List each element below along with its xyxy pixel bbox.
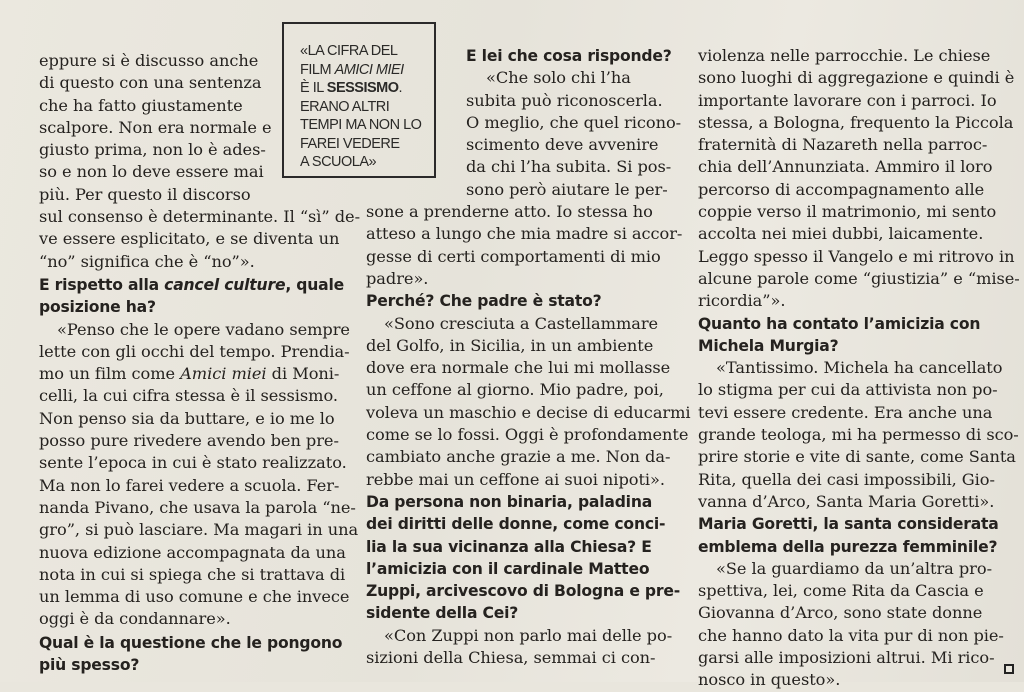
text-line: scimento deve avvenire: [466, 135, 659, 155]
text-line: vanna d’Arco, Santa Maria Goretti».: [698, 491, 995, 511]
text-line: più. Per questo il discorso: [39, 184, 251, 204]
text-line: sente l’epoca in cui è stato realizzato.: [39, 453, 347, 473]
text-line: «Che solo chi l’ha: [486, 68, 631, 88]
text-line: voleva un maschio e decise di educarmi: [366, 402, 691, 422]
pull-quote-text: .: [398, 80, 403, 96]
text-line: coppie verso il matrimonio, mi sento: [698, 202, 997, 222]
text-line: sono luoghi di aggregazione e quindi è: [698, 68, 1015, 88]
text-line: come se lo fossi. Oggi è profondamente: [366, 425, 689, 445]
paragraph: [366, 625, 684, 670]
article-column-2: [366, 45, 691, 669]
interview-question: [698, 513, 1016, 558]
text-line: posso pure rivedere avendo ben pre-: [39, 431, 339, 451]
text-line: giusto prima, non lo è ades-: [39, 140, 266, 160]
text-line: so e non lo deve essere mai: [39, 162, 264, 182]
interview-question: [366, 290, 684, 312]
text-line: sul consenso è determinante. Il “sì” de-: [39, 207, 361, 227]
text-line: «Con Zuppi non parlo mai delle po-: [384, 625, 673, 645]
pull-quote-text: FILM: [300, 61, 335, 78]
end-of-article-mark: [1004, 664, 1014, 674]
text-line: gesse di certi comportamenti di mio: [366, 246, 661, 266]
paragraph: [366, 67, 684, 290]
film-title: Amici miei: [180, 364, 267, 384]
text-line: prire storie e vite di sante, come Santa: [698, 447, 1016, 467]
question-text: E lei che cosa risponde?: [466, 47, 672, 65]
text-line: Leggo spesso il Vangelo e mi ritrovo in: [698, 246, 1015, 266]
pull-quote-text: TEMPI MA NON LO: [300, 117, 422, 133]
paragraph: [698, 558, 1016, 692]
interview-question: [698, 313, 1016, 358]
text-line: “no” significa che è “no”».: [39, 251, 255, 271]
pull-quote-text: AMICI MIEI: [334, 61, 404, 78]
text-line: tevi essere credente. Era anche una: [698, 402, 993, 422]
text-line: nuova edizione accompagnata da una: [39, 542, 346, 562]
text-line: Ma non lo farei vedere a scuola. Fer-: [39, 475, 340, 495]
text-line: di questo con una sentenza: [39, 73, 262, 93]
text-line: «Se la guardiamo da un’altra pro-: [716, 558, 992, 578]
text-line: spettiva, lei, come Rita da Cascia e: [698, 581, 984, 601]
interview-question: [39, 274, 345, 319]
text-line: nanda Pivano, che usava la parola “ne-: [39, 497, 356, 517]
text-line: accolta nei miei dubbi, laicamente.: [698, 224, 984, 244]
text-line: lo stigma per cui da attivista non po-: [698, 380, 998, 400]
text-line: padre».: [366, 268, 429, 288]
text-line: che hanno dato la vita pur di non pie-: [698, 625, 1004, 645]
pull-quote-text: ERANO ALTRI: [300, 98, 390, 115]
text-line: Rita, quella dei casi impossibili, Gio-: [698, 469, 995, 489]
text-line: grande teologa, mi ha permesso di sco-: [698, 425, 1019, 445]
paragraph: [698, 45, 1020, 313]
interview-question: [39, 632, 343, 677]
question-text: , quale: [285, 275, 345, 294]
text-line: garsi alle imposizioni altrui. Mi rico-: [698, 648, 995, 668]
pull-quote-text: «LA CIFRA DEL: [300, 43, 398, 59]
text-line: Perché? Che padre è stato?: [366, 292, 602, 311]
interview-question: [366, 491, 684, 625]
pull-quote-text: A SCUOLA»: [300, 154, 377, 170]
text-line: sone a prenderne atto. Io stessa ho: [366, 202, 653, 222]
text-line: rebbe mai un ceffone ai suoi nipoti».: [366, 469, 665, 489]
text-line: ricordia”».: [698, 291, 786, 311]
text-line: subita può riconoscerla.: [466, 90, 663, 110]
text-line: «Sono cresciuta a Castellammare: [384, 313, 659, 333]
paragraph: [366, 313, 691, 491]
text-line: Maria Goretti, la santa considerata: [698, 515, 999, 534]
text-line: l’amicizia con il cardinale Matteo: [366, 559, 650, 578]
text-line: gro”, si può lasciare. Ma magari in una: [39, 520, 359, 540]
text-line: sizioni della Chiesa, semmai ci con-: [366, 648, 656, 668]
text-line: ve essere esplicitato, e se diventa un: [39, 229, 340, 249]
text-line: sidente della Cei?: [366, 604, 519, 623]
text-line: Zuppi, arcivescovo di Bologna e pre-: [366, 582, 681, 601]
interview-question: [466, 45, 684, 67]
text-line: Quanto ha contato l’amicizia con: [698, 314, 981, 333]
text-line: violenza nelle parrocchie. Le chiese: [698, 46, 991, 65]
text-line: più spesso?: [39, 656, 140, 675]
text-line: emblema della purezza femminile?: [698, 537, 998, 556]
text-line: «Tantissimo. Michela ha cancellato: [716, 358, 1003, 378]
text-line: chia dell’Annunziata. Ammiro il loro: [698, 157, 993, 177]
text-line: eppure si è discusso anche: [39, 51, 259, 70]
text-line: Qual è la questione che le pongono: [39, 633, 343, 652]
text-fragment: di Moni-: [266, 364, 340, 384]
text-line: lia la sua vicinanza alla Chiesa? E: [366, 537, 652, 556]
article-column-3: [698, 45, 1020, 692]
text-fragment: mo un film come: [39, 364, 181, 384]
pull-quote-text: FAREI VEDERE: [300, 135, 400, 152]
text-line: Michela Murgia?: [698, 336, 839, 355]
pull-quote-text: È IL: [300, 80, 327, 96]
text-line: cambiato anche grazie a me. Non da-: [366, 447, 671, 467]
text-line: alcune parole come “giustizia” e “mise-: [698, 268, 1020, 288]
text-line: del Golfo, in Sicilia, in un ambiente: [366, 335, 654, 355]
text-line: dei diritti delle donne, come conci-: [366, 515, 666, 534]
text-line: sono però aiutare le per-: [466, 179, 668, 199]
text-line: scalpore. Non era normale e: [39, 117, 272, 137]
text-line: lette con gli occhi del tempo. Prendia-: [39, 341, 350, 361]
text-line: «Penso che le opere vadano sempre: [57, 319, 350, 339]
text-line: celli, la cui cifra stessa è il sessismo.: [39, 386, 338, 406]
text-line: un ceffone al giorno. Mio padre, poi,: [366, 380, 664, 400]
text-line: importante lavorare con i parroci. Io: [698, 90, 997, 110]
text-line: O meglio, che quel ricono-: [466, 112, 682, 132]
text-line: Giovanna d’Arco, sono state donne: [698, 603, 983, 623]
pull-quote-text: SESSISMO: [326, 80, 399, 96]
text-line: un lemma di uso comune e che invece: [39, 587, 350, 607]
paragraph: [39, 319, 359, 631]
text-line: che ha fatto giustamente: [39, 95, 243, 115]
text-line: stessa, a Bologna, frequento la Piccola: [698, 112, 1014, 132]
question-text: posizione ha?: [39, 298, 156, 317]
paragraph: [698, 357, 1019, 513]
text-line: oggi è da condannare».: [39, 609, 231, 629]
text-line: nosco in questo».: [698, 670, 841, 690]
question-text-italic: cancel culture: [164, 275, 286, 294]
text-line: nota in cui si spiega che si trattava di: [39, 564, 346, 584]
text-line: atteso a lungo che mia madre si accor-: [366, 224, 683, 244]
text-line: percorso di accompagnamento alle: [698, 179, 985, 199]
text-line: Non penso sia da buttare, e io me lo: [39, 408, 335, 428]
text-line: fraternità di Nazareth nella parroc-: [698, 135, 988, 155]
text-line: da chi l’ha subita. Si pos-: [466, 157, 672, 177]
text-line: Da persona non binaria, paladina: [366, 492, 653, 511]
text-line: dove era normale che lui mi mollasse: [366, 358, 671, 378]
question-text: E rispetto alla: [39, 275, 165, 294]
